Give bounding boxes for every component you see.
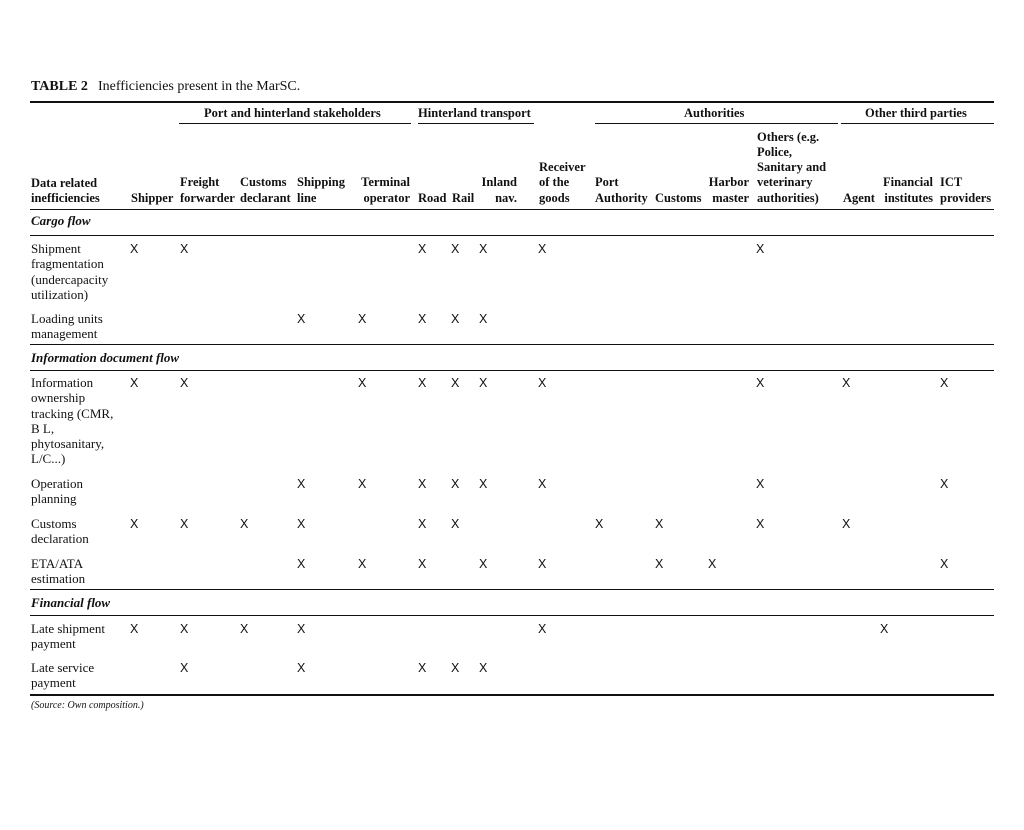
cell-mark-freight-forwarder: X [180, 622, 189, 636]
cell-mark-ict-providers: X [940, 557, 949, 571]
column-header-line: Shipper [131, 190, 174, 205]
column-header-line: Inland [481, 175, 517, 190]
row-label-line: B L, [31, 420, 55, 436]
column-header-line: goods [539, 190, 570, 205]
section-divider-rule [30, 344, 994, 345]
row-label [31, 660, 94, 691]
row-label-line: estimation [31, 571, 86, 587]
section-title: Financial flow [31, 595, 111, 610]
cell-mark-receiver-of-goods: X [538, 622, 547, 636]
row-label-line: (undercapacity [31, 271, 109, 287]
top-rule [30, 101, 994, 103]
table-label: TABLE 2 [31, 79, 88, 94]
cell-mark-shipper: X [130, 242, 139, 256]
column-header-line: Receiver [539, 160, 586, 175]
cell-mark-others-authorities: X [756, 242, 765, 256]
cell-mark-road: X [418, 376, 427, 390]
section-title: Cargo flow [31, 213, 91, 228]
row-label-line: Loading units [31, 311, 103, 326]
cell-mark-road: X [418, 312, 427, 326]
row-label-line: planning [31, 491, 77, 507]
row-label-line: Operation [31, 476, 83, 491]
row-label-line: phytosanitary, [31, 436, 105, 452]
group-port-hinterland: Port and hinterland stakeholders [204, 106, 381, 120]
column-header-line: Police, [757, 144, 793, 159]
cell-mark-customs-declarant: X [240, 517, 249, 531]
group-other-third-parties: Other third parties [865, 106, 967, 120]
cell-mark-harbor-master: X [708, 557, 717, 571]
cell-mark-shipper: X [130, 622, 139, 636]
bottom-rule [30, 694, 994, 696]
cell-mark-road: X [418, 557, 427, 571]
row-label-line: Shipment [31, 241, 81, 256]
row-label-line: ETA/ATA [31, 556, 84, 571]
cell-mark-shipping-line: X [297, 661, 306, 675]
cell-mark-others-authorities: X [756, 517, 765, 531]
cell-mark-rail: X [451, 376, 460, 390]
row-label-line: tracking (CMR, [31, 405, 114, 421]
row-header-title [31, 176, 100, 207]
group-authorities: Authorities [684, 106, 745, 120]
column-header-freight-forwarder [180, 175, 235, 206]
row-header-line: inefficiencies [31, 191, 100, 206]
group-rule-hinterland-transport [418, 123, 534, 124]
column-header-customs-declarant [240, 175, 291, 206]
row-label [31, 241, 108, 302]
row-label-line: fragmentation [31, 256, 104, 272]
column-header-harbor-master [709, 175, 749, 206]
column-header-line: master [712, 190, 749, 205]
row-label [31, 476, 83, 507]
table-source-note: (Source: Own composition.) [31, 700, 144, 711]
column-header-shipper [131, 191, 173, 206]
cell-mark-shipper: X [130, 517, 139, 531]
row-label [31, 516, 89, 547]
column-header-line: Customs [655, 190, 702, 205]
section-title-rule [30, 235, 994, 236]
cell-mark-inland-nav: X [479, 312, 488, 326]
cell-mark-terminal-operator: X [358, 557, 367, 571]
group-rule-authorities [595, 123, 838, 124]
column-header-line: Authority [595, 190, 648, 205]
column-header-line: Agent [843, 190, 875, 205]
table-caption [31, 79, 300, 95]
column-header-port-authority [595, 175, 648, 206]
column-header-line: institutes [884, 190, 933, 205]
row-label [31, 621, 105, 652]
row-label-line: ownership [31, 390, 86, 406]
column-header-line: Financial [882, 175, 933, 190]
column-header-inland-nav [482, 175, 517, 206]
cell-mark-inland-nav: X [479, 557, 488, 571]
section-title-rule [30, 370, 994, 371]
cell-mark-shipping-line: X [297, 477, 306, 491]
cell-mark-freight-forwarder: X [180, 661, 189, 675]
cell-mark-shipping-line: X [297, 517, 306, 531]
cell-mark-freight-forwarder: X [180, 517, 189, 531]
cell-mark-rail: X [451, 477, 460, 491]
group-rule-port-hinterland [179, 123, 411, 124]
row-label-line: payment [31, 636, 76, 652]
column-header-line: line [297, 190, 317, 205]
cell-mark-ict-providers: X [940, 376, 949, 390]
column-header-terminal-operator [361, 175, 410, 206]
row-label-line: Late service [31, 660, 95, 675]
row-label-line: Late shipment [31, 621, 106, 636]
header-bottom-rule [30, 209, 994, 210]
cell-mark-road: X [418, 242, 427, 256]
column-header-line: forwarder [180, 190, 235, 205]
cell-mark-agent: X [842, 376, 851, 390]
cell-mark-inland-nav: X [479, 661, 488, 675]
column-header-shipping-line [297, 175, 345, 206]
row-label-line: utilization) [31, 286, 89, 302]
row-header-line: Data related [31, 176, 98, 190]
row-label-line: management [31, 326, 98, 342]
cell-mark-receiver-of-goods: X [538, 242, 547, 256]
column-header-line: providers [940, 190, 992, 205]
section-divider-rule [30, 589, 994, 590]
cell-mark-agent: X [842, 517, 851, 531]
cell-mark-road: X [418, 517, 427, 531]
column-header-line: declarant [240, 190, 291, 205]
column-header-line: Rail [452, 190, 475, 205]
cell-mark-shipping-line: X [297, 557, 306, 571]
column-header-line: Sanitary and [757, 160, 827, 175]
cell-mark-receiver-of-goods: X [538, 557, 547, 571]
cell-mark-shipping-line: X [297, 312, 306, 326]
cell-mark-receiver-of-goods: X [538, 376, 547, 390]
cell-mark-others-authorities: X [756, 376, 765, 390]
cell-mark-ict-providers: X [940, 477, 949, 491]
cell-mark-customs: X [655, 557, 664, 571]
row-label [31, 375, 113, 467]
row-label-line: Information [31, 375, 94, 390]
table-title: Inefficiencies present in the MarSC. [97, 79, 301, 94]
column-header-line: Terminal [361, 175, 410, 190]
cell-mark-financial-institutes: X [880, 622, 889, 636]
column-header-line: Shipping [297, 175, 345, 190]
cell-mark-road: X [418, 661, 427, 675]
group-hinterland-transport: Hinterland transport [418, 106, 531, 120]
column-header-financial-institutes [883, 175, 933, 206]
cell-mark-road: X [418, 477, 427, 491]
cell-mark-rail: X [451, 242, 460, 256]
cell-mark-port-authority: X [595, 517, 604, 531]
row-label-line: L/C...) [31, 451, 66, 467]
column-header-line: veterinary [757, 175, 813, 190]
column-header-line: authorities) [757, 190, 819, 205]
column-header-line: Harbor [708, 175, 749, 190]
cell-mark-inland-nav: X [479, 376, 488, 390]
column-header-rail [452, 191, 474, 206]
column-header-receiver-of-goods [539, 160, 586, 206]
cell-mark-shipper: X [130, 376, 139, 390]
column-header-line: Port [595, 175, 619, 190]
column-header-line: nav. [495, 190, 517, 205]
section-title: Information document flow [31, 350, 180, 365]
cell-mark-freight-forwarder: X [180, 242, 189, 256]
column-header-line: ICT [940, 175, 963, 190]
column-header-line: Others (e.g. [757, 129, 820, 144]
cell-mark-terminal-operator: X [358, 312, 367, 326]
row-label [31, 311, 103, 342]
row-label-line: declaration [31, 531, 89, 547]
group-rule-other-third-parties [841, 123, 994, 124]
cell-mark-inland-nav: X [479, 477, 488, 491]
section-title-rule [30, 615, 994, 616]
cell-mark-rail: X [451, 517, 460, 531]
cell-mark-customs: X [655, 517, 664, 531]
cell-mark-freight-forwarder: X [180, 376, 189, 390]
row-label-line: payment [31, 675, 76, 691]
column-header-road [418, 191, 446, 206]
column-header-line: Road [418, 190, 447, 205]
cell-mark-customs-declarant: X [240, 622, 249, 636]
cell-mark-receiver-of-goods: X [538, 477, 547, 491]
row-label [31, 556, 85, 587]
cell-mark-others-authorities: X [756, 477, 765, 491]
column-header-line: Customs [240, 175, 287, 190]
column-header-line: Freight [180, 175, 220, 190]
row-label-line: Customs [31, 516, 77, 531]
column-header-agent [843, 191, 875, 206]
cell-mark-rail: X [451, 661, 460, 675]
column-header-ict-providers [940, 175, 991, 206]
column-header-line: of the [539, 175, 570, 190]
cell-mark-inland-nav: X [479, 242, 488, 256]
cell-mark-rail: X [451, 312, 460, 326]
cell-mark-terminal-operator: X [358, 376, 367, 390]
cell-mark-terminal-operator: X [358, 477, 367, 491]
column-header-line: operator [363, 190, 410, 205]
column-header-others-authorities [757, 130, 826, 206]
cell-mark-shipping-line: X [297, 622, 306, 636]
column-header-customs [655, 191, 702, 206]
